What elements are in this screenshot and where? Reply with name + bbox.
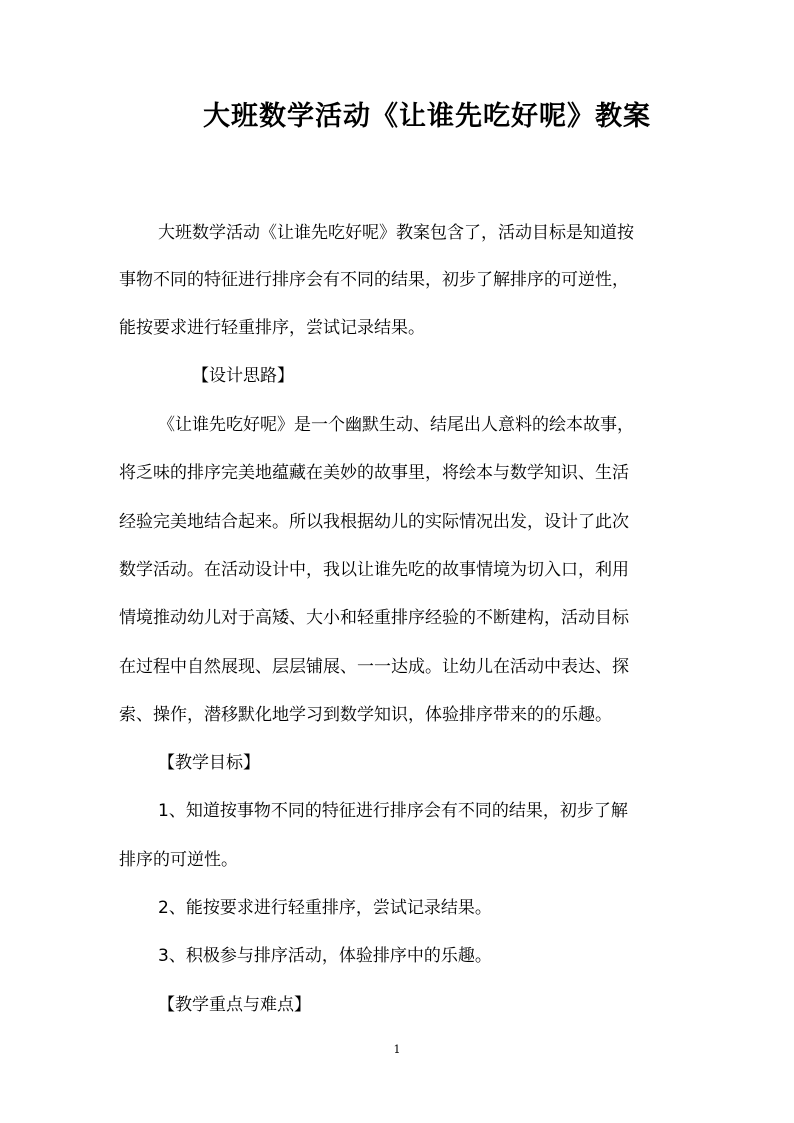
section-heading: 【设计思路】 (192, 366, 294, 386)
section-heading: 【教学目标】 (158, 753, 260, 773)
section-heading: 【教学重点与难点】 (158, 995, 311, 1015)
paragraph-line: 情境推动幼儿对于高矮、大小和轻重排序经验的不断建构，活动目标 (119, 608, 629, 628)
list-item-continuation: 排序的可逆性。 (119, 850, 238, 870)
list-item: 2、能按要求进行轻重排序，尝试记录结果。 (158, 898, 492, 918)
paragraph-line: 能按要求进行轻重排序，尝试记录结果。 (119, 318, 425, 338)
list-item: 3、积极参与排序活动，体验排序中的乐趣。 (158, 946, 492, 966)
paragraph-line: 《让谁先吃好呢》是一个幽默生动、结尾出人意料的绘本故事， (158, 415, 634, 435)
paragraph-line: 将乏味的排序完美地蕴藏在美妙的故事里，将绘本与数学知识、生活 (119, 463, 629, 483)
paragraph-line: 在过程中自然展现、层层铺展、一一达成。让幼儿在活动中表达、探 (119, 657, 629, 677)
paragraph-line: 大班数学活动《让谁先吃好呢》教案包含了，活动目标是知道按 (158, 223, 634, 243)
page-number: 1 (393, 1043, 401, 1056)
paragraph-line: 经验完美地结合起来。所以我根据幼儿的实际情况出发，设计了此次 (119, 512, 629, 532)
paragraph-line: 数学活动。在活动设计中，我以让谁先吃的故事情境为切入口，利用 (119, 560, 629, 580)
list-item: 1、知道按事物不同的特征进行排序会有不同的结果，初步了解 (158, 801, 628, 821)
paragraph-line: 索、操作，潜移默化地学习到数学知识，体验排序带来的的乐趣。 (119, 705, 612, 725)
document-title: 大班数学活动《让谁先吃好呢》教案 (203, 101, 651, 132)
paragraph-line: 事物不同的特征进行排序会有不同的结果，初步了解排序的可逆性， (119, 270, 629, 290)
